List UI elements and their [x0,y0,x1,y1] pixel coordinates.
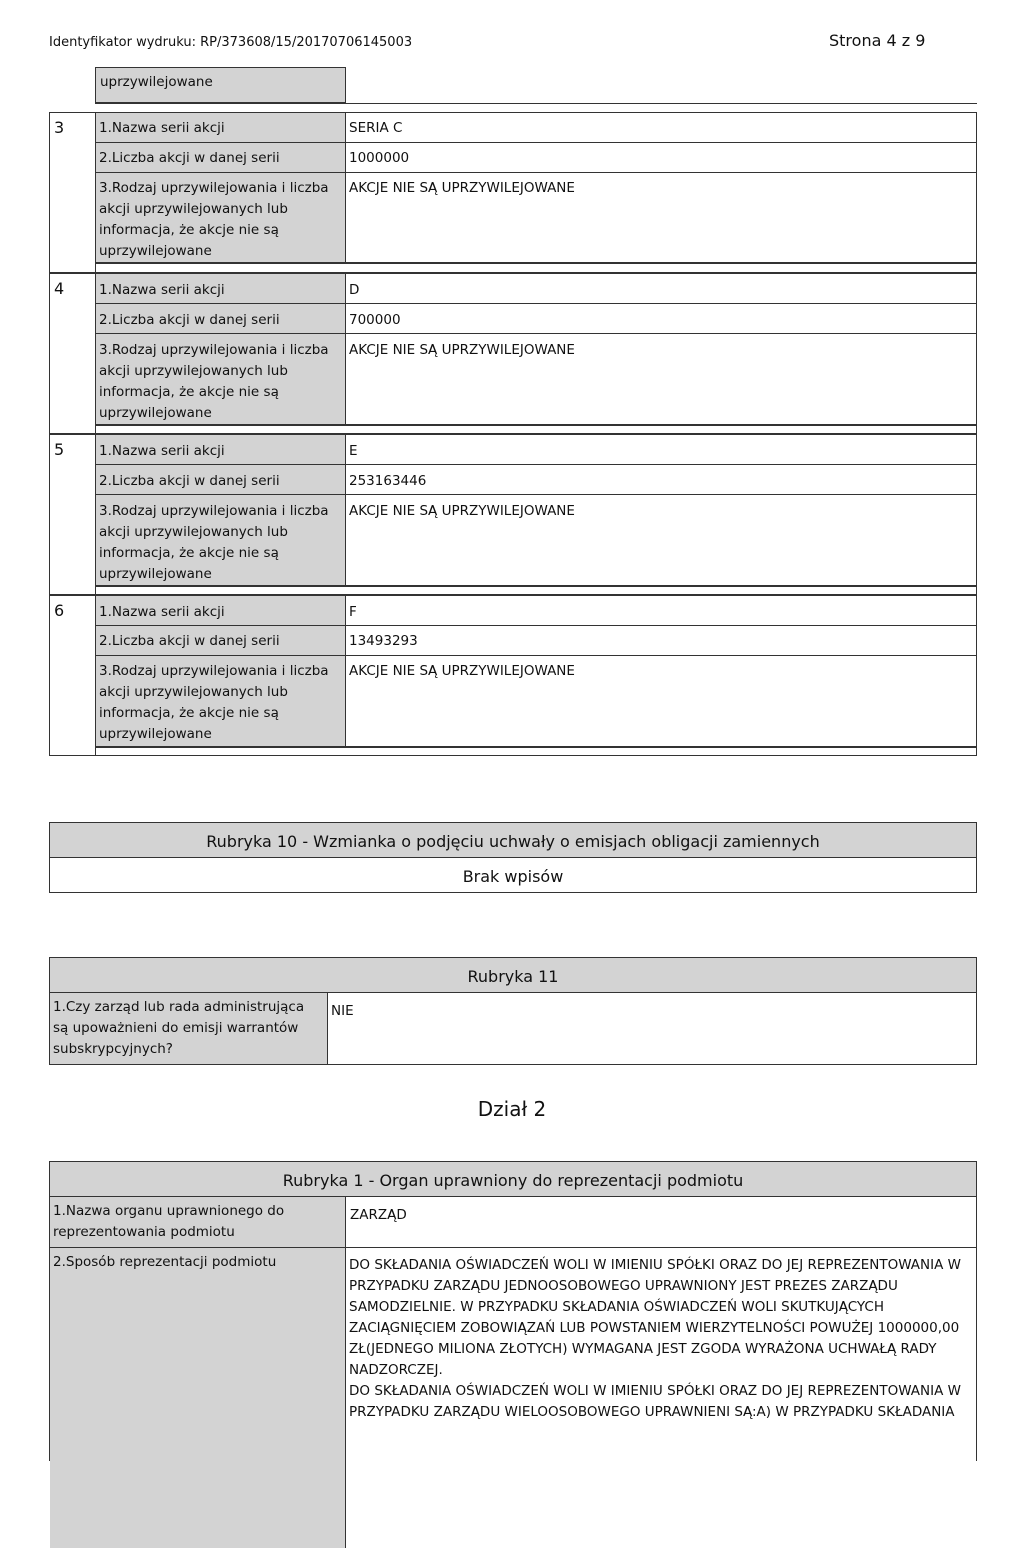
series-name-label: 1.Nazwa serii akcji [99,443,225,459]
series-privilege-label: 3.Rodzaj uprzywilejowania i liczba akcji uprzywilejowanych lub informacja, że akcje nie są uprzywilejowane [99,503,329,582]
series-number-cell: 4 [49,273,96,434]
series-count-label: 2.Liczba akcji w danej serii [99,633,280,649]
series-count-label: 2.Liczba akcji w danej serii [99,312,280,328]
series-name-value: SERIA C [349,120,403,136]
series-privilege-value: AKCJE NIE SĄ UPRZYWILEJOWANE [349,342,575,358]
page-number: Strona 4 z 9 [829,31,926,50]
series-privilege-value: AKCJE NIE SĄ UPRZYWILEJOWANE [349,663,575,679]
rubryka-1-header [50,1162,976,1197]
rubryka-10-content: Brak wpisów [462,867,564,886]
series-count-value: 700000 [349,312,401,328]
series-privilege-value: AKCJE NIE SĄ UPRZYWILEJOWANE [349,180,575,196]
section-heading: Dział 2 [477,1097,547,1121]
rubryka-11-header [50,958,976,993]
series-name-label: 1.Nazwa serii akcji [99,282,225,298]
series-name-value: E [349,443,358,459]
warrants-value: NIE [331,1003,354,1019]
rubryka-11-title: Rubryka 11 [467,967,559,986]
series-count-label: 2.Liczba akcji w danej serii [99,150,280,166]
rubryka-10-title: Rubryka 10 - Wzmianka o podjęciu uchwały o emisjach obligacji zamiennych [206,832,820,851]
continued-label-cell: uprzywilejowane [95,67,346,103]
organ-value: ZARZĄD [350,1207,407,1223]
series-name-label: 1.Nazwa serii akcji [99,604,225,620]
rubryka-10-header [50,823,976,858]
series-name-label: 1.Nazwa serii akcji [99,120,225,136]
series-privilege-label: 3.Rodzaj uprzywilejowania i liczba akcji uprzywilejowanych lub informacja, że akcje nie są uprzywilejowane [99,180,329,259]
series-privilege-label: 3.Rodzaj uprzywilejowania i liczba akcji uprzywilejowanych lub informacja, że akcje nie są uprzywilejowane [99,663,329,742]
series-name-value: D [349,282,360,298]
print-identifier: Identyfikator wydruku: RP/373608/15/20170706145003 [49,35,413,50]
rubryka-11-section [49,957,977,1065]
series-privilege-label: 3.Rodzaj uprzywilejowania i liczba akcji uprzywilejowanych lub informacja, że akcje nie są uprzywilejowane [99,342,329,421]
rubryka-10-section [49,822,977,893]
series-number-cell: 6 [49,595,96,756]
method-value: DO SKŁADANIA OŚWIADCZEŃ WOLI W IMIENIU SPÓŁKI ORAZ DO JEJ REPREZENTOWANIA W PRZYPADKU ZARZĄDU JEDNOOSOBOWEGO UPRAWNIONY JEST PREZES ZARZĄDU SAMODZIELNIE. W PRZYPADKU SKŁADANIA OŚWIADCZEŃ WOLI SKUTKUJĄCYCH ZACIĄGNIĘCIEM ZOBOWIĄZAŃ LUB POWSTANIEM WIERZYTELNOŚCI POWUŻEJ 1000000,00 ZŁ(JEDNEGO MILIONA ZŁOTYCH) WYMAGANA JEST ZGODA WYRAŻONA UCHWAŁĄ RADY NADZORCZEJ. DO SKŁADANIA OŚWIADCZEŃ WOLI W IMIENIU SPÓŁKI ORAZ DO JEJ REPREZENTOWANIA W PRZYPADKU ZARZĄDU WIELOOSOBOWEGO UPRAWNIENI SĄ:A) W PRZYPADKU SKŁADANIA [349,1257,961,1420]
series-count-value: 13493293 [349,633,418,649]
series-count-value: 1000000 [349,150,410,166]
series-name-value: F [349,604,357,620]
series-privilege-value: AKCJE NIE SĄ UPRZYWILEJOWANE [349,503,575,519]
series-count-value: 253163446 [349,473,427,489]
series-number-cell: 3 [49,112,96,273]
series-number-cell: 5 [49,434,96,595]
series-count-label: 2.Liczba akcji w danej serii [99,473,280,489]
method-label-cell: 2.Sposób reprezentacji podmiotu [50,1248,346,1548]
warrants-label-cell: 1.Czy zarząd lub rada administrująca są upoważnieni do emisji warrantów subskrypcyjnych? [50,993,328,1064]
rubryka-1-title: Rubryka 1 - Organ uprawniony do reprezentacji podmiotu [282,1171,744,1190]
organ-label-cell: 1.Nazwa organu uprawnionego do reprezentowania podmiotu [50,1197,346,1248]
